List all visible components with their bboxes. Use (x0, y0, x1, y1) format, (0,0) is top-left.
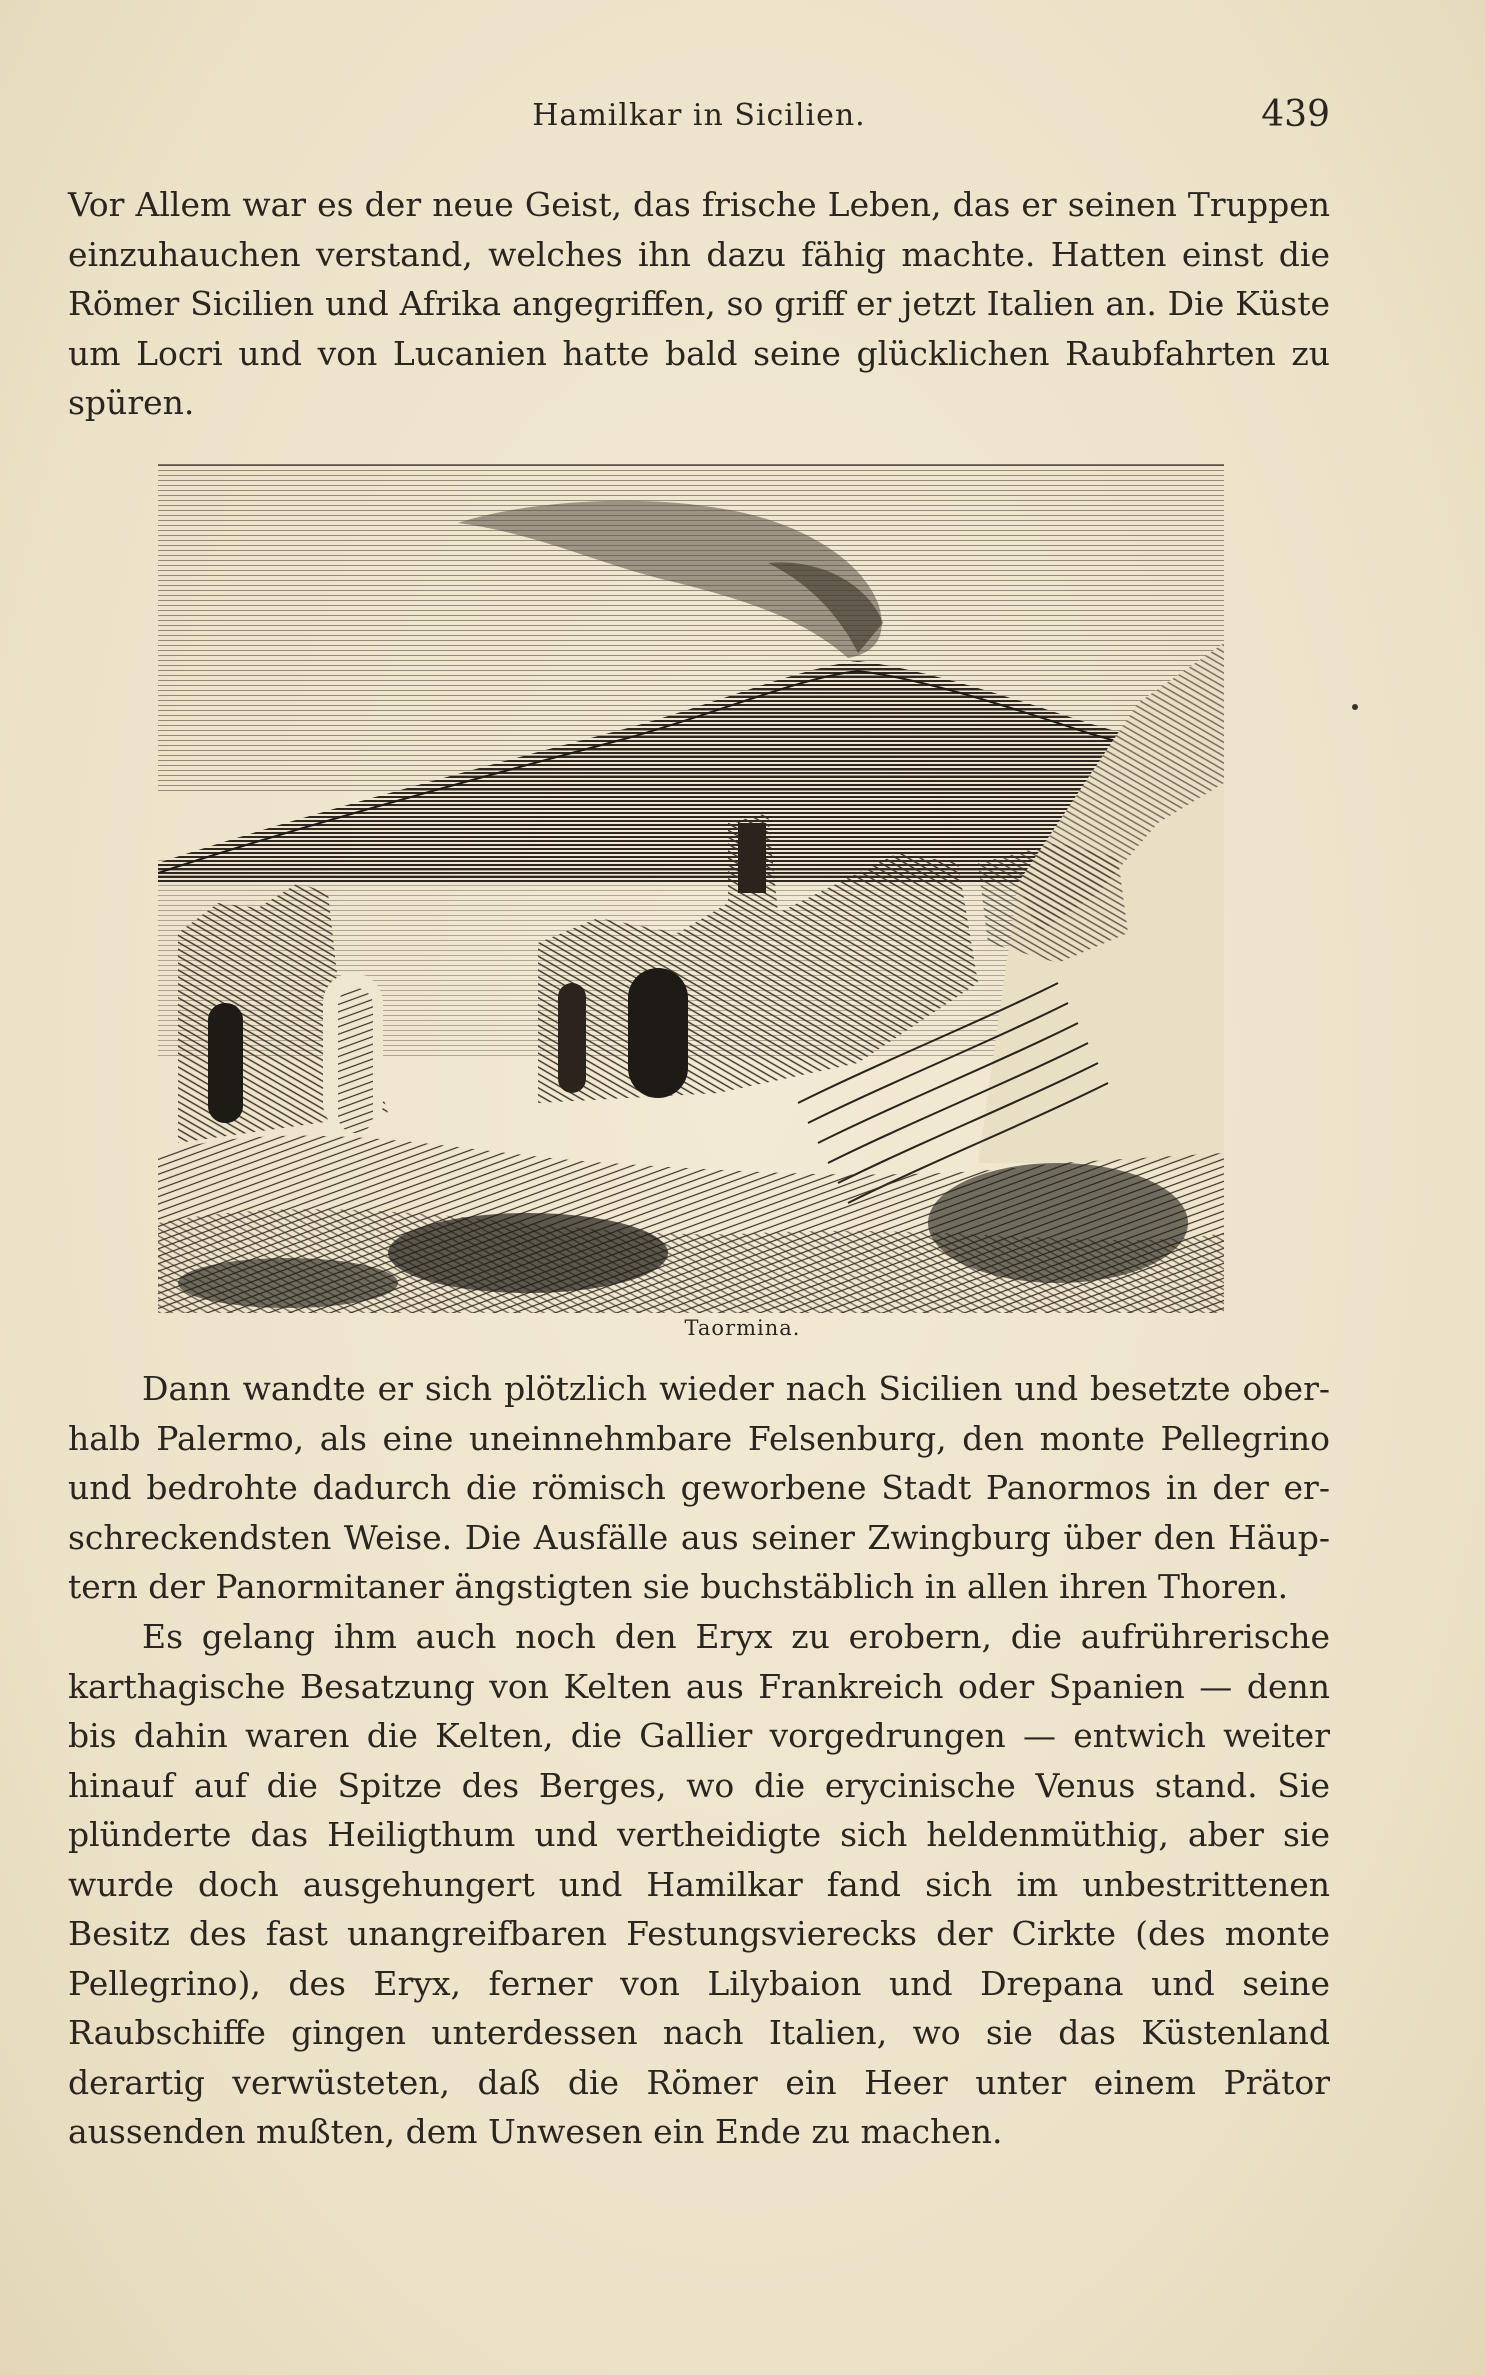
figure-caption: Taormina. (684, 1316, 801, 1340)
engraving-illustration (158, 463, 1224, 1313)
running-title: Hamilkar in Sicilien. (532, 98, 866, 133)
paragraph-2: Dann wandte er sich plötzlich wieder nach Sicilien und besetzte oberhalb Palermo, als eine uneinnehmbare Felsenburg, den monte Pellegrino und bedrohte dadurch die römisch geworbene Stadt Panormos in der erschreckendsten Weise. Die Ausfälle aus seiner Zwingburg über den Häuptern der Panormitaner ängstigten sie buchstäblich in allen ihren Thoren. (68, 1369, 1330, 1606)
page-header (68, 94, 1330, 148)
page-number: 439 (1261, 94, 1330, 135)
margin-dot (1352, 704, 1358, 710)
paragraph-3: Es gelang ihm auch noch den Eryx zu erobern, die aufrührerische karthagische Besatzung von Kelten aus Frankreich oder Spanien — denn bis dahin waren die Kelten, die Gallier vorgedrungen — entwich weiter hinauf auf die Spitze des Berges, wo die erycinische Venus stand. Sie plünderte das Heiligthum und vertheidigte sich heldenmüthig, aber sie wurde doch ausgehungert und Hamilkar fand sich im unbestrittenen Besitz des fast unangreifbaren Festungsvierecks der Cirkte (des monte Pellegrino), des Eryx, ferner von Lilybaion und Drepana und seine Raubschiffe gingen unterdessen nach Italien, wo sie das Küstenland derartig verwüsteten, daß die Römer ein Heer unter einem Prätor aussenden mußten, dem Unwesen ein Ende zu machen. (68, 1617, 1330, 2151)
paragraph-1: Vor Allem war es der neue Geist, das frische Leben, das er seinen Truppen einzuhauchen verstand, welches ihn dazu fähig machte. Hatten einst die Römer Sicilien und Afrika angegriffen, so griff er jetzt Italien an. Die Küste um Locri und von Lucanien hatte bald seine glücklichen Raubfahrten zu spüren. (68, 185, 1330, 422)
